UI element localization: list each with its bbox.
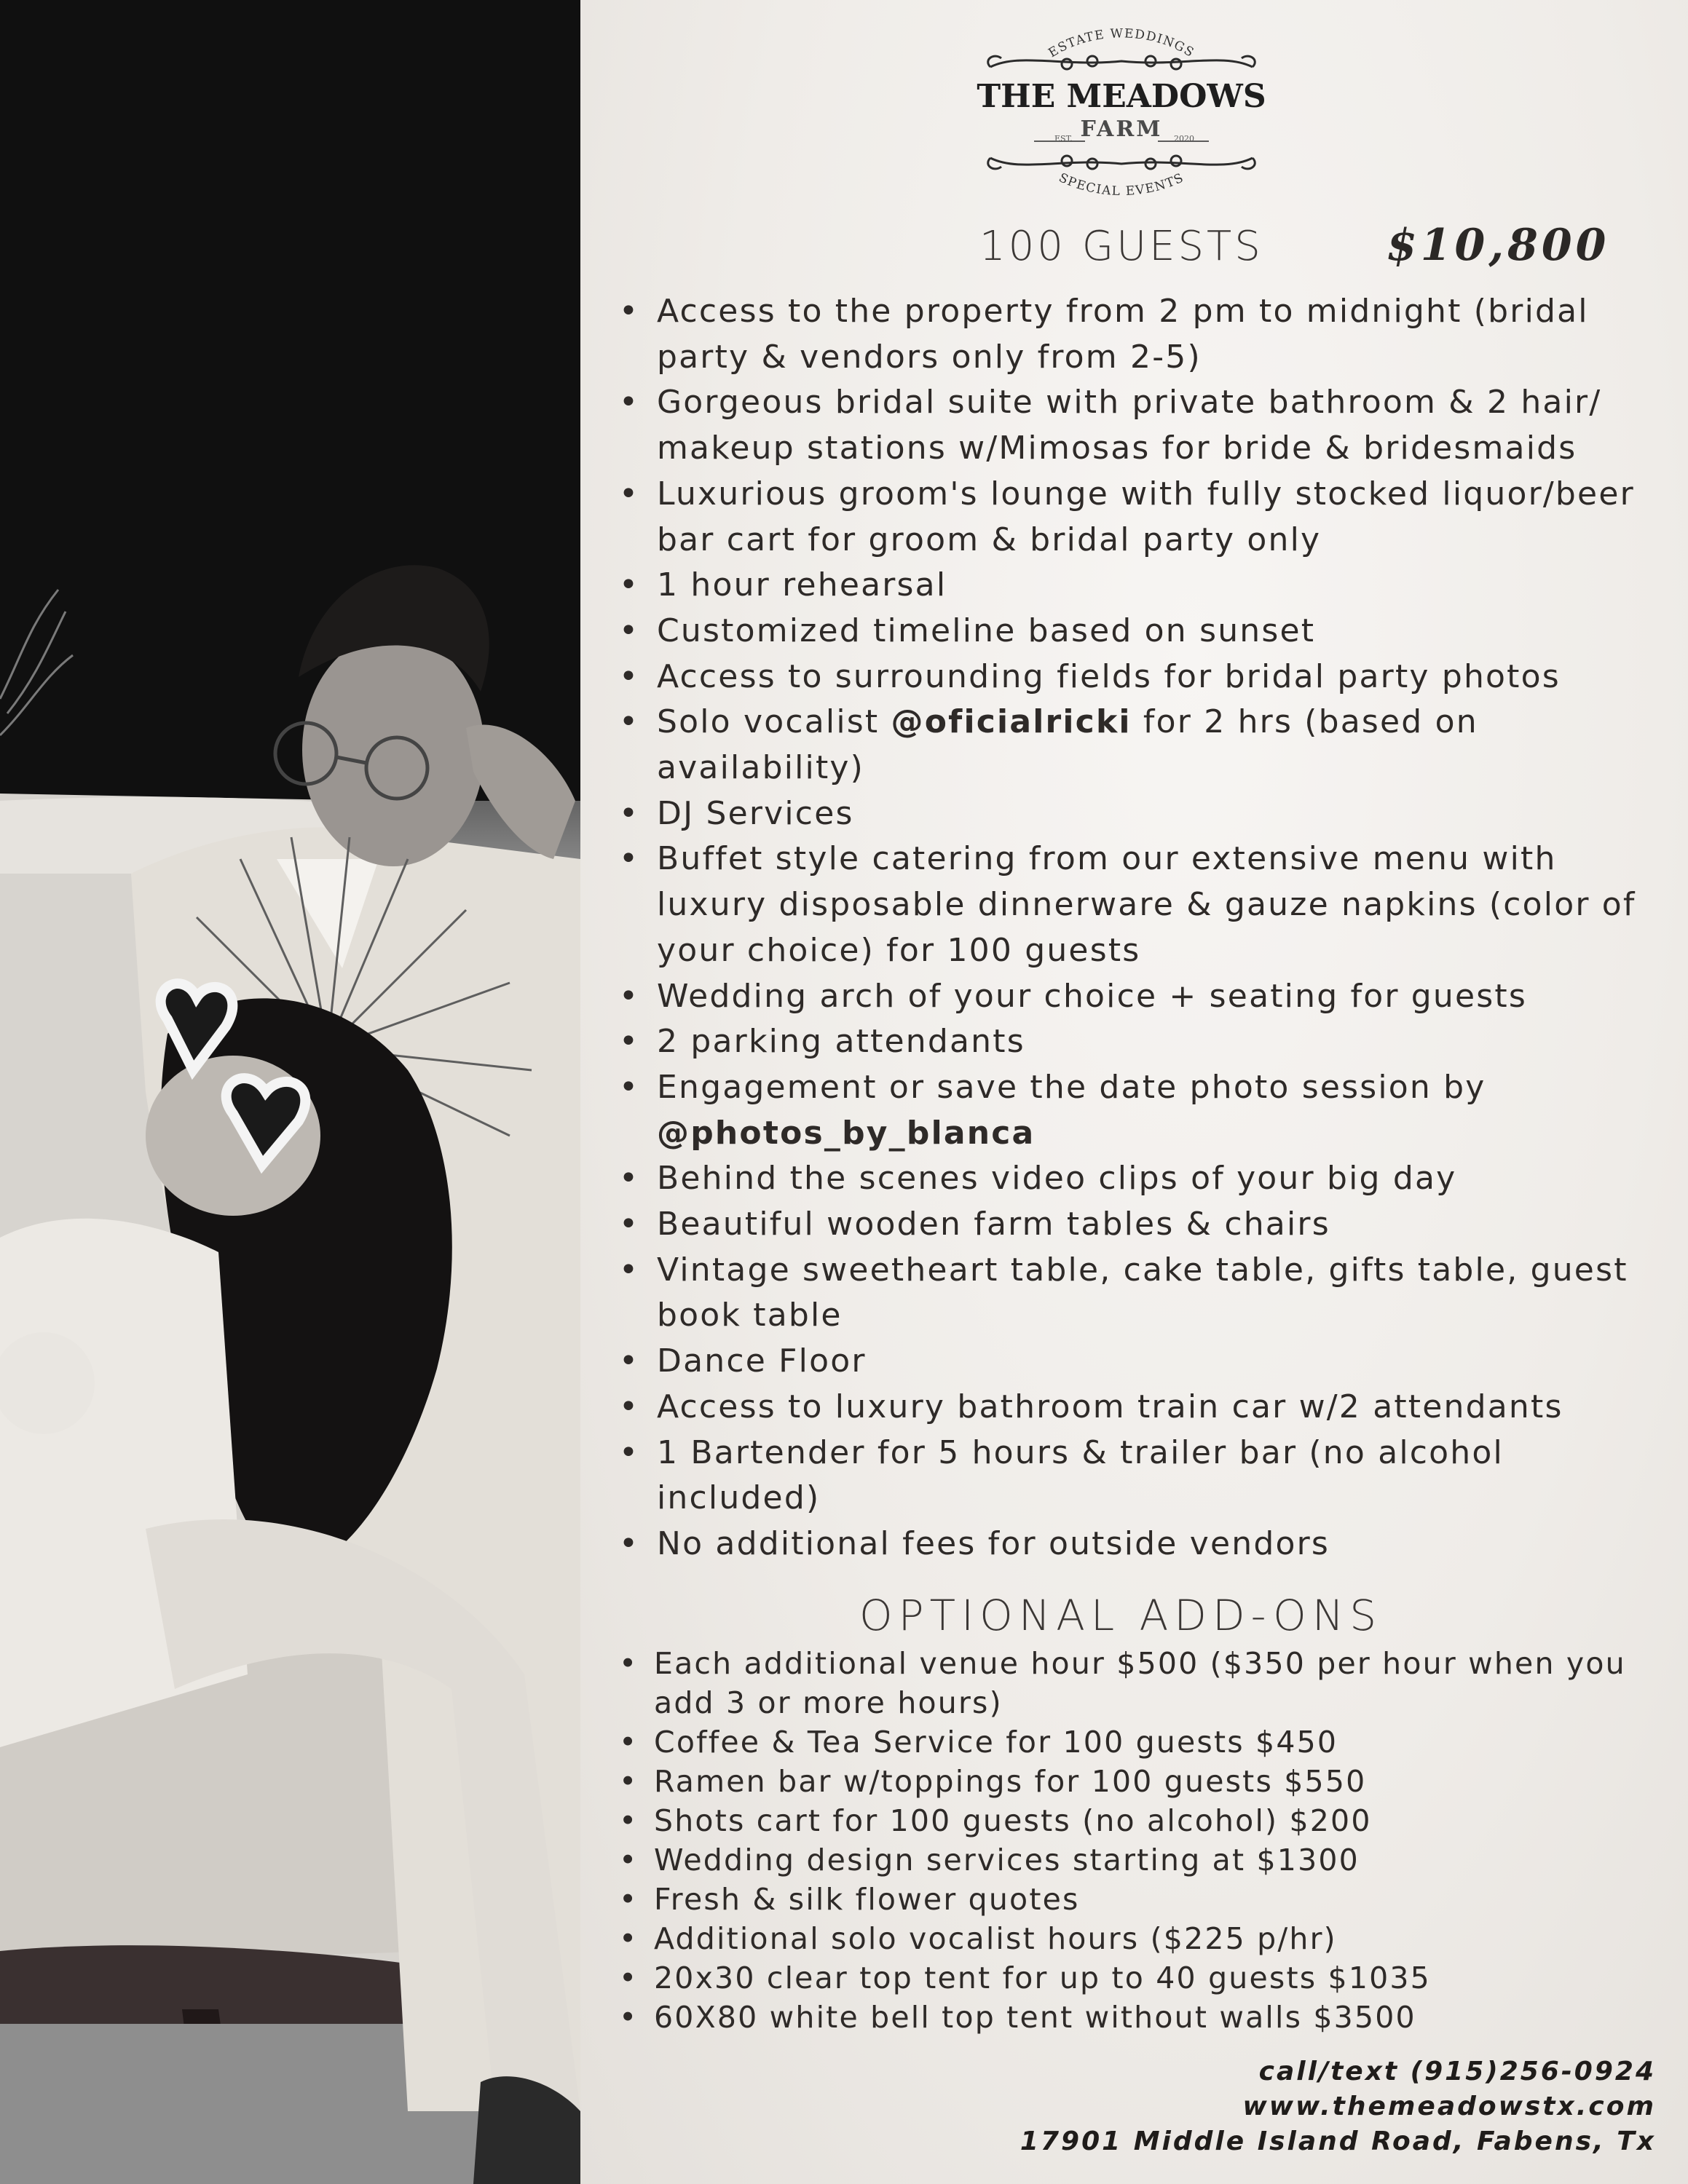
addon-item: • Shots cart for 100 guests (no alcohol) $200 (619, 1801, 1668, 1840)
list-item: • 2 parking attendants (619, 1019, 1668, 1065)
list-item (619, 1065, 1668, 1156)
guest-count: 100 GUESTS (979, 223, 1263, 270)
addons-title: OPTIONAL ADD-ONS (859, 1591, 1383, 1640)
contact-phone[interactable]: call/text (915)256-0924 (1258, 2057, 1656, 2086)
list-item: • No additional fees for outside vendors (619, 1522, 1668, 1567)
logo-year: 2020 (1174, 134, 1194, 143)
list-item: • Customized timeline based on sunset (619, 609, 1668, 654)
couple-photo-illustration (0, 0, 580, 2184)
package-price: $10,800 (1387, 220, 1610, 271)
addon-item: • Ramen bar w/toppings for 100 guests $550 (619, 1762, 1668, 1801)
vocalist-handle: @oficialricki (891, 703, 1132, 741)
list-item: • Beautiful wooden farm tables & chairs (619, 1202, 1668, 1248)
couple-photo (0, 0, 580, 2184)
addon-item: • Fresh & silk flower quotes (619, 1880, 1668, 1919)
contact-website[interactable]: www.themeadowstx.com (1242, 2092, 1656, 2121)
addons-list (619, 1644, 1668, 2037)
list-item-text: for 2 hrs (based on availability) (657, 703, 1478, 787)
logo-bottom-arc: SPECIAL EVENTS (1056, 170, 1187, 199)
addon-item: • 20x30 clear top tent for up to 40 guests $1035 (619, 1958, 1668, 1998)
logo-farm: FARM (1080, 116, 1163, 142)
list-item: • Dance Floor (619, 1339, 1668, 1385)
logo-name: THE MEADOWS (977, 78, 1266, 115)
inclusions-list (619, 289, 1668, 1567)
list-item: • Wedding arch of your choice + seating for guests (619, 974, 1668, 1020)
addon-item: • 60X80 white bell top tent without walls $3500 (619, 1998, 1668, 2037)
addon-item: • Each additional venue hour $500 ($350 per hour when you add 3 or more hours) (619, 1644, 1668, 1722)
list-item-text: Engagement or save the date photo session by (657, 1068, 1486, 1106)
photographer-handle: @photos_by_blanca (657, 1114, 1036, 1152)
list-item: • Gorgeous bridal suite with private bathroom & 2 hair/ makeup stations w/Mimosas for bride & bridesmaids (619, 380, 1668, 471)
addon-item: • Coffee & Tea Service for 100 guests $450 (619, 1722, 1668, 1762)
list-item-text: Solo vocalist (657, 703, 891, 741)
logo-top-arc: ESTATE WEDDINGS (1046, 26, 1197, 61)
list-item: • 1 Bartender for 5 hours & trailer bar (no alcohol included) (619, 1431, 1668, 1522)
list-item: • 1 hour rehearsal (619, 563, 1668, 609)
list-item: • Access to the property from 2 pm to midnight (bridal party & vendors only from 2-5) (619, 289, 1668, 380)
list-item: • Buffet style catering from our extensive menu with luxury disposable dinnerware & gauze napkins (color of your choice) for 100 guests (619, 836, 1668, 973)
list-item: • Access to luxury bathroom train car w/2 attendants (619, 1385, 1668, 1431)
list-item: • Access to surrounding fields for bridal party photos (619, 654, 1668, 700)
list-item: • Behind the scenes video clips of your big day (619, 1156, 1668, 1202)
svg-text:ESTATE WEDDINGS (1046, 26, 1196, 60)
contact-address: 17901 Middle Island Road, Fabens, Tx (1019, 2126, 1656, 2156)
list-item (619, 700, 1668, 791)
list-item: • Vintage sweetheart table, cake table, gifts table, guest book table (619, 1248, 1668, 1339)
list-item: • DJ Services (619, 791, 1668, 837)
logo-est: EST. (1054, 134, 1073, 143)
addon-item: • Wedding design services starting at $1300 (619, 1840, 1668, 1880)
contact-block (1020, 2054, 1656, 2159)
list-item: • Luxurious groom's lounge with fully stocked liquor/beer bar cart for groom & bridal party only (619, 472, 1668, 563)
addon-item: • Additional solo vocalist hours ($225 p/hr) (619, 1919, 1668, 1958)
svg-text:SPECIAL EVENTS (1057, 170, 1187, 199)
venue-logo (976, 16, 1267, 213)
package-heading (969, 220, 1624, 278)
